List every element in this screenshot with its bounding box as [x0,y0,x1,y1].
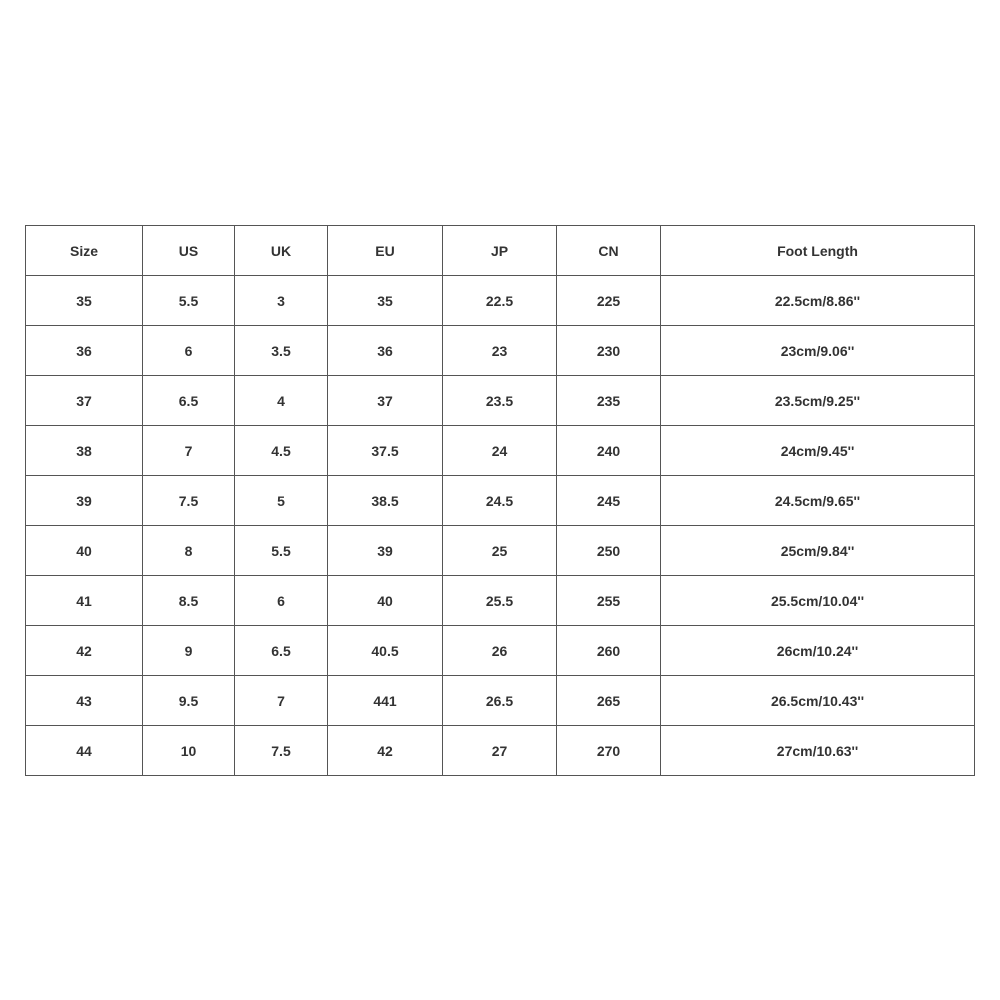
cell-us: 8.5 [143,576,235,626]
cell-eu: 40 [328,576,443,626]
cell-cn: 240 [557,426,661,476]
cell-us: 8 [143,526,235,576]
header-eu: EU [328,226,443,276]
cell-uk: 7 [235,676,328,726]
table-row [26,576,975,626]
cell-jp: 26 [443,626,557,676]
cell-foot-length: 24cm/9.45'' [661,426,975,476]
cell-cn: 225 [557,276,661,326]
header-foot-length: Foot Length [661,226,975,276]
cell-us: 9.5 [143,676,235,726]
cell-uk: 5.5 [235,526,328,576]
table-row [26,476,975,526]
cell-eu: 40.5 [328,626,443,676]
cell-eu: 37 [328,376,443,426]
cell-cn: 260 [557,626,661,676]
size-chart-table [25,225,975,776]
cell-size: 40 [26,526,143,576]
cell-size: 35 [26,276,143,326]
table-row [26,676,975,726]
cell-foot-length: 23cm/9.06'' [661,326,975,376]
cell-cn: 265 [557,676,661,726]
header-uk: UK [235,226,328,276]
cell-size: 44 [26,726,143,776]
cell-foot-length: 23.5cm/9.25'' [661,376,975,426]
table-row [26,526,975,576]
cell-jp: 25 [443,526,557,576]
cell-uk: 5 [235,476,328,526]
cell-foot-length: 22.5cm/8.86'' [661,276,975,326]
cell-foot-length: 27cm/10.63'' [661,726,975,776]
header-jp: JP [443,226,557,276]
header-cn: CN [557,226,661,276]
cell-eu: 37.5 [328,426,443,476]
header-us: US [143,226,235,276]
cell-size: 42 [26,626,143,676]
table-row [26,626,975,676]
cell-jp: 24 [443,426,557,476]
table-row [26,726,975,776]
table-row [26,376,975,426]
cell-jp: 25.5 [443,576,557,626]
cell-cn: 250 [557,526,661,576]
cell-uk: 3 [235,276,328,326]
cell-eu: 441 [328,676,443,726]
cell-size: 36 [26,326,143,376]
cell-cn: 255 [557,576,661,626]
cell-foot-length: 25cm/9.84'' [661,526,975,576]
cell-jp: 26.5 [443,676,557,726]
cell-us: 5.5 [143,276,235,326]
cell-uk: 7.5 [235,726,328,776]
cell-eu: 36 [328,326,443,376]
cell-size: 41 [26,576,143,626]
cell-size: 37 [26,376,143,426]
cell-jp: 27 [443,726,557,776]
cell-us: 6 [143,326,235,376]
cell-jp: 23.5 [443,376,557,426]
cell-uk: 4 [235,376,328,426]
cell-size: 43 [26,676,143,726]
cell-foot-length: 24.5cm/9.65'' [661,476,975,526]
cell-eu: 42 [328,726,443,776]
cell-us: 7 [143,426,235,476]
cell-uk: 6 [235,576,328,626]
cell-uk: 3.5 [235,326,328,376]
table-row [26,276,975,326]
cell-size: 38 [26,426,143,476]
cell-jp: 24.5 [443,476,557,526]
cell-us: 7.5 [143,476,235,526]
header-size: Size [26,226,143,276]
cell-cn: 245 [557,476,661,526]
cell-cn: 235 [557,376,661,426]
header-row [26,226,975,276]
cell-foot-length: 26.5cm/10.43'' [661,676,975,726]
cell-eu: 39 [328,526,443,576]
cell-uk: 6.5 [235,626,328,676]
cell-cn: 230 [557,326,661,376]
cell-eu: 38.5 [328,476,443,526]
cell-cn: 270 [557,726,661,776]
cell-jp: 23 [443,326,557,376]
cell-us: 10 [143,726,235,776]
cell-uk: 4.5 [235,426,328,476]
cell-foot-length: 25.5cm/10.04'' [661,576,975,626]
cell-jp: 22.5 [443,276,557,326]
table-row [26,326,975,376]
cell-us: 9 [143,626,235,676]
cell-eu: 35 [328,276,443,326]
cell-us: 6.5 [143,376,235,426]
cell-size: 39 [26,476,143,526]
cell-foot-length: 26cm/10.24'' [661,626,975,676]
table-row [26,426,975,476]
